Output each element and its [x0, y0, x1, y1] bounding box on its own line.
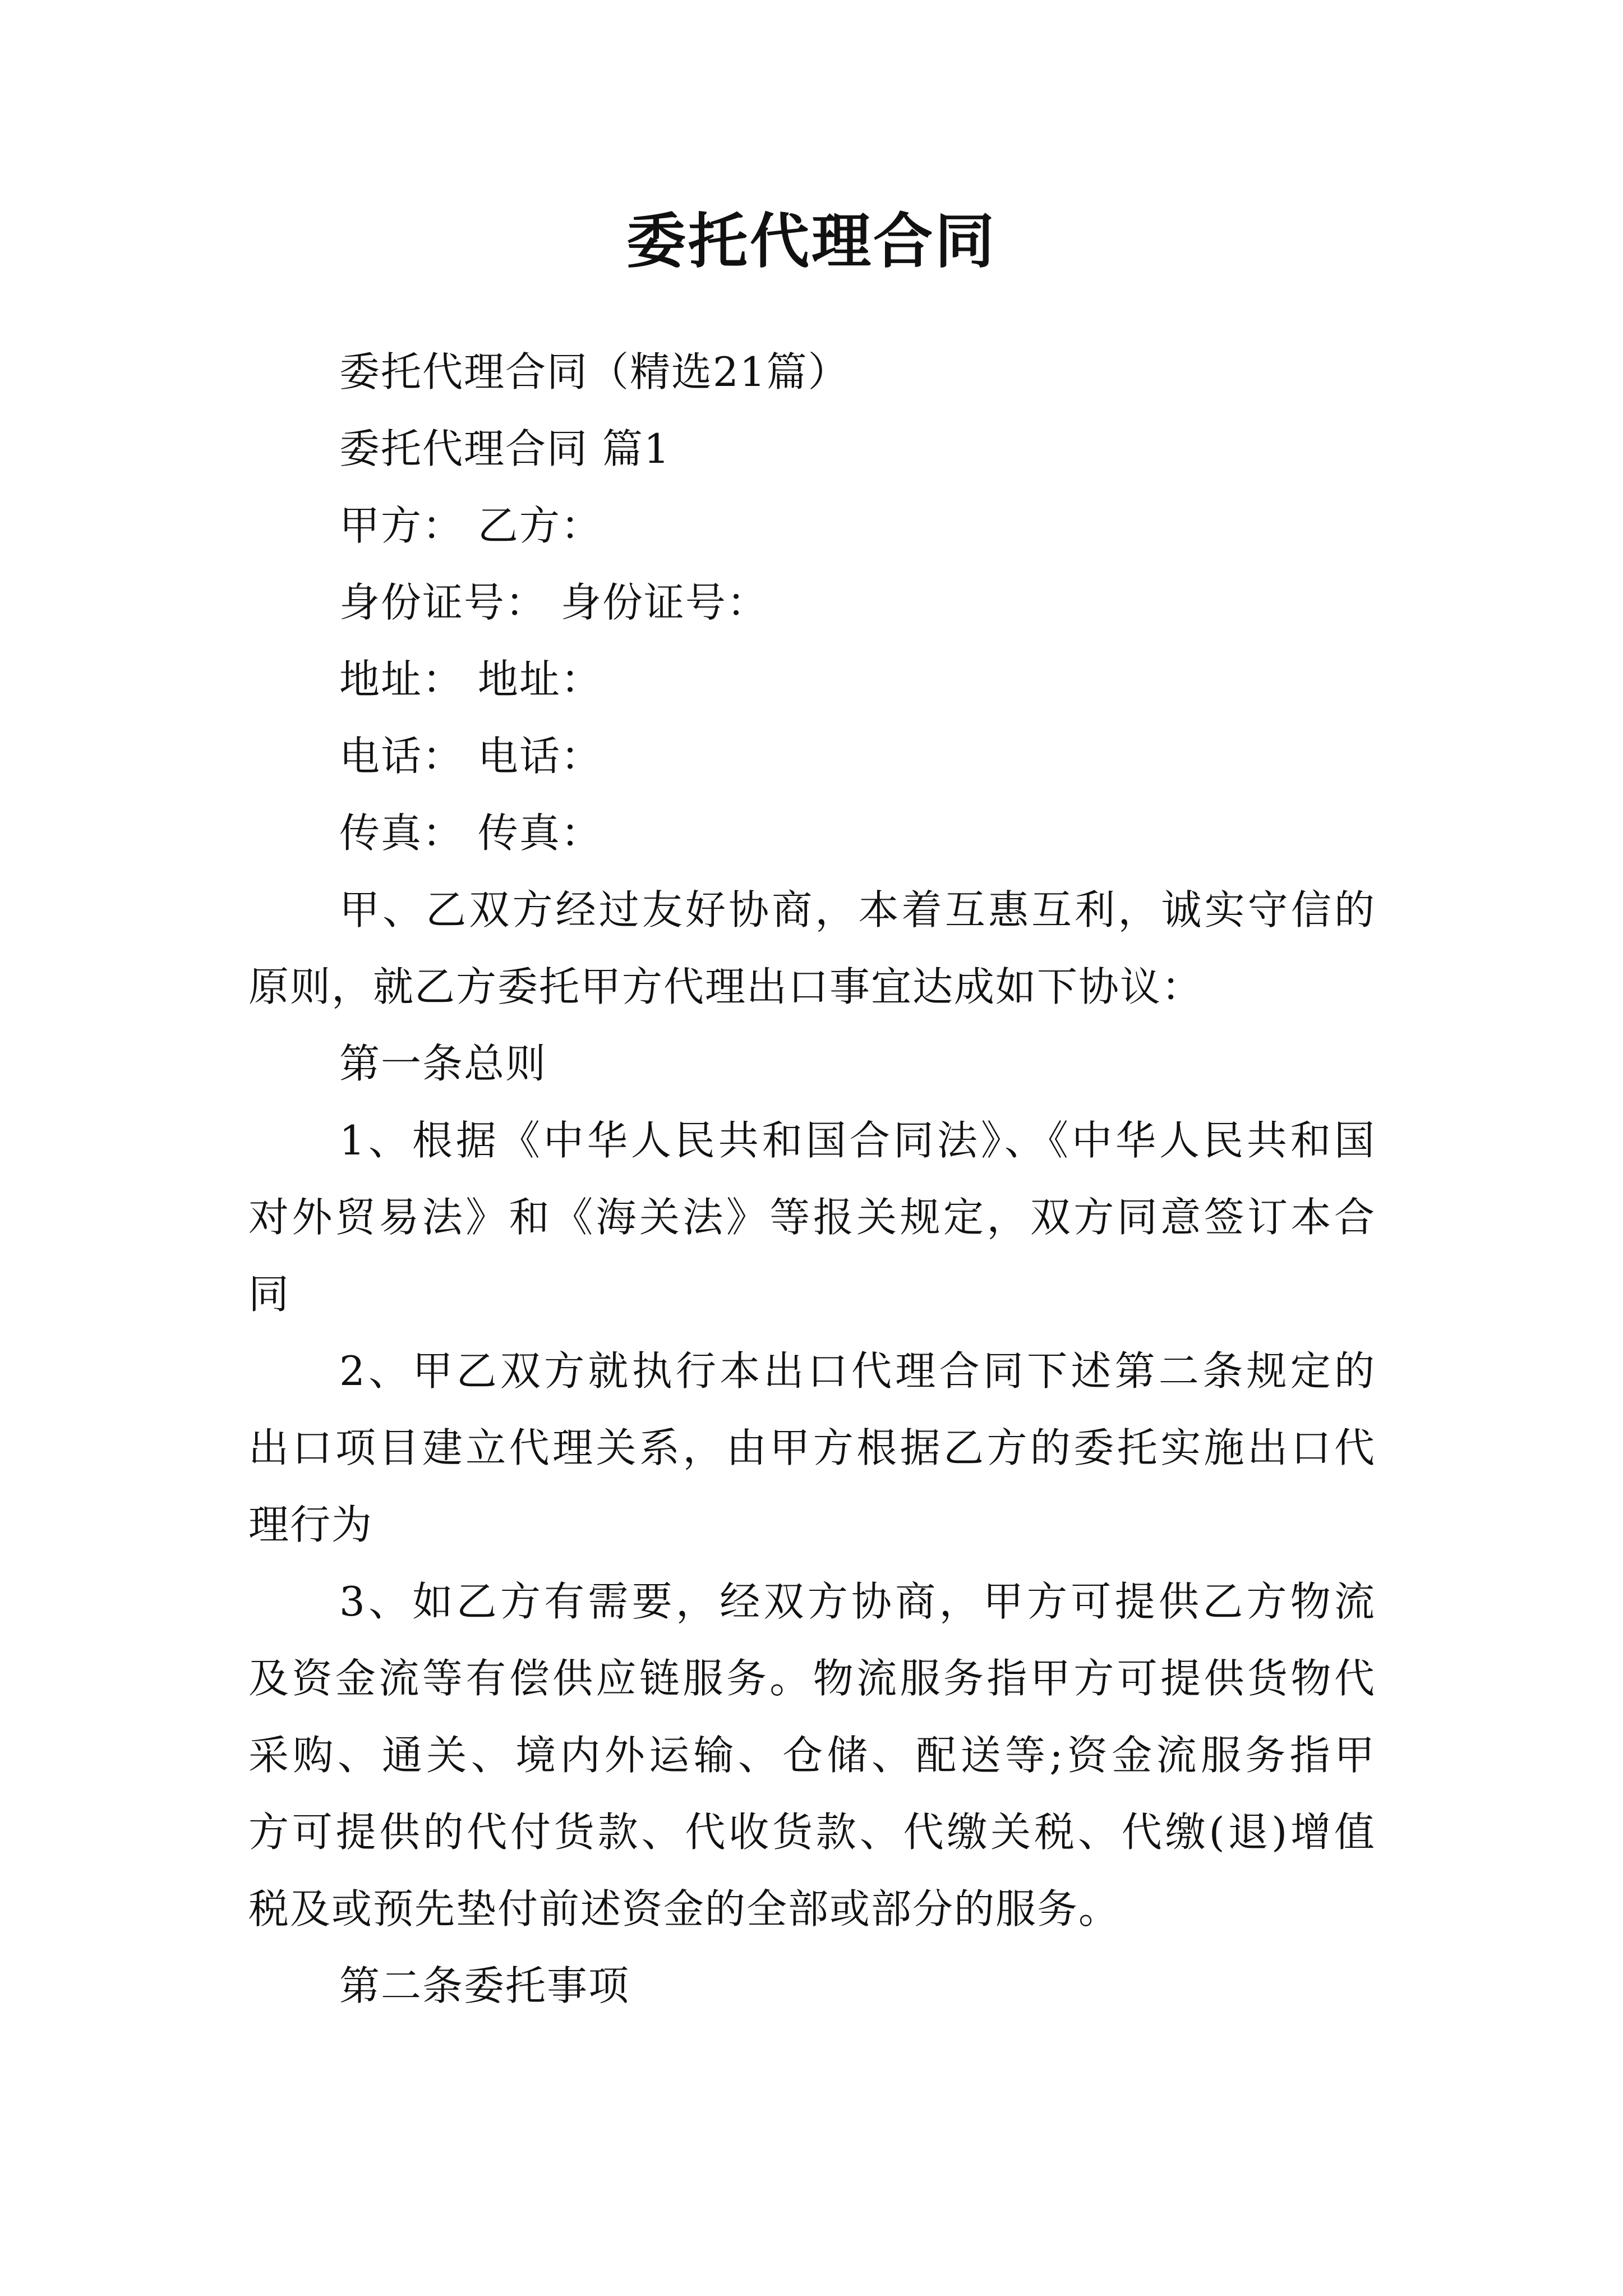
text-line: 1、根据《中华人民共和国合同法》、《中华人民共和国 — [339, 1117, 1376, 1164]
text-line: 同 — [248, 1271, 291, 1318]
text-line: 甲、乙双方经过友好协商，本着互惠互利，诚实守信的 — [339, 886, 1376, 933]
text-line: 及资金流等有偿供应链服务。物流服务指甲方可提供货物代 — [248, 1655, 1376, 1702]
text-line: 甲方： 乙方： — [339, 502, 602, 549]
text-line: 委托代理合同（精选21篇） — [339, 348, 850, 395]
text-line: 电话： 电话： — [339, 733, 602, 780]
text-line: 对外贸易法》和《海关法》等报关规定，双方同意签订本合 — [248, 1194, 1376, 1241]
section-heading: 第二条委托事项 — [339, 1962, 630, 2009]
text-line: 税及或预先垫付前述资金的全部或部分的服务。 — [248, 1885, 1121, 1932]
text-line: 出口项目建立代理关系，由甲方根据乙方的委托实施出口代 — [248, 1424, 1376, 1471]
document-title: 委托代理合同 — [626, 206, 997, 276]
text-line: 采购、通关、境内外运输、仓储、配送等;资金流服务指甲 — [248, 1732, 1376, 1779]
text-line: 地址： 地址： — [339, 656, 602, 703]
text-line: 传真： 传真： — [339, 809, 602, 857]
text-line: 3、如乙方有需要，经双方协商，甲方可提供乙方物流 — [339, 1578, 1376, 1625]
text-line: 2、甲乙双方就执行本出口代理合同下述第二条规定的 — [339, 1347, 1376, 1395]
text-line: 理行为 — [248, 1501, 374, 1548]
section-heading: 第一条总则 — [339, 1040, 547, 1087]
document-body — [248, 334, 1376, 2024]
text-line: 方可提供的代付货款、代收货款、代缴关税、代缴(退)增值 — [248, 1809, 1376, 1856]
text-line: 原则，就乙方委托甲方代理出口事宜达成如下协议： — [248, 963, 1204, 1010]
text-line: 身份证号： 身份证号： — [339, 579, 768, 626]
text-line: 委托代理合同 篇1 — [339, 425, 671, 472]
